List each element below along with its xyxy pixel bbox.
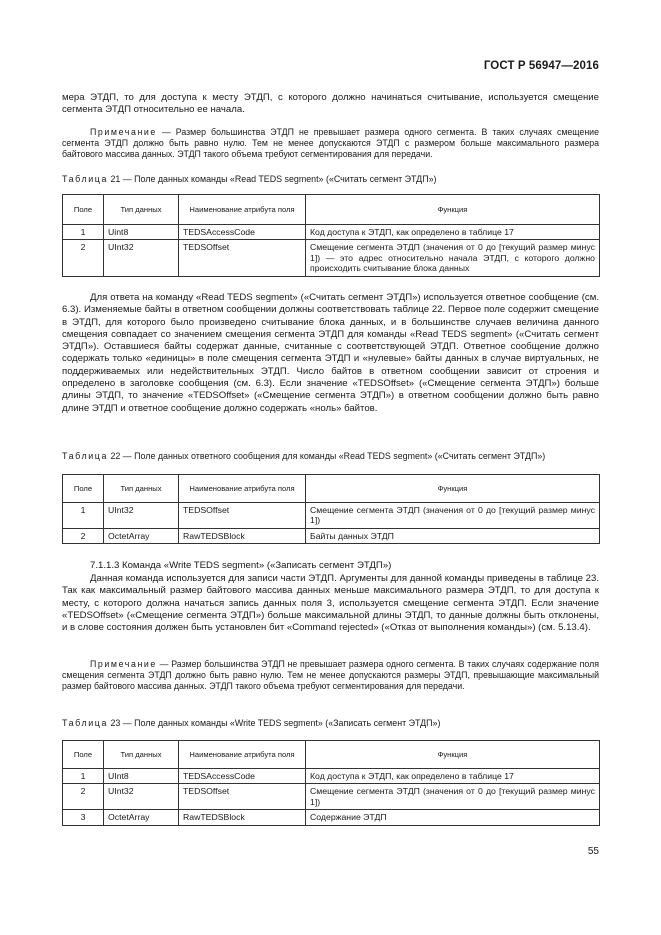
note-1-text: — Размер большинства ЭТДП не превышает размера одного сегмента. В таких случаях смещение сегмента ЭТДП должно быть равно нулю. Тем не менее допускаются ЭТДП с размером больше максимального размера байтового массива данных. ЭТДП такого объема требуют сегментирования для передачи. (62, 127, 599, 160)
table-22-label: Таблица (62, 451, 108, 461)
table-23-caption (62, 718, 599, 729)
table-23-header-field: Поле (63, 741, 104, 769)
table-21-block (62, 194, 599, 277)
table-cell: UInt8 (104, 769, 179, 784)
table-21-caption-block (62, 174, 599, 185)
table-row (63, 769, 600, 784)
table-cell: 3 (63, 810, 104, 825)
table-21-header-field: Поле (63, 195, 104, 225)
table-cell: 2 (63, 240, 104, 276)
table-22-caption-block (62, 451, 599, 462)
table-21-caption-text: 21 — Поле данных команды «Read TEDS segment» («Считать сегмент ЭТДП») (108, 174, 437, 184)
page-number: 55 (587, 846, 599, 857)
table-cell: 1 (63, 225, 104, 240)
table-21-header-type: Тип данных (104, 195, 179, 225)
table-cell: 1 (63, 503, 104, 529)
table-22-caption-text: 22 — Поле данных ответного сообщения для команды «Read TEDS segment» («Считать сегмент ЭТДП») (108, 451, 546, 461)
note-2 (62, 659, 599, 693)
table-23-label: Таблица (62, 718, 108, 728)
table-cell: Код доступа к ЭТДП, как определено в таблице 17 (306, 225, 600, 240)
table-cell: Содержание ЭТДП (306, 810, 600, 825)
table-21 (62, 194, 600, 277)
table-22-header-type: Тип данных (104, 475, 179, 503)
table-22-header-row (63, 475, 600, 503)
table-23-caption-block (62, 718, 599, 729)
table-23-header-type: Тип данных (104, 741, 179, 769)
table-23-caption-text: 23 — Поле данных команды «Write TEDS segment» («Записать сегмент ЭТДП») (108, 718, 441, 728)
table-cell: 2 (63, 784, 104, 810)
table-cell: TEDSAccessCode (179, 769, 306, 784)
table-21-label: Таблица (62, 174, 108, 184)
section-heading-block (62, 560, 599, 572)
table-cell: TEDSOffset (179, 503, 306, 529)
table-cell: OctetArray (104, 528, 179, 543)
table-22 (62, 474, 600, 544)
table-cell: RawTEDSBlock (179, 810, 306, 825)
note-1-label: Примечание (90, 127, 157, 137)
table-cell: 2 (63, 528, 104, 543)
table-23-block (62, 740, 599, 826)
note-2-block (62, 659, 599, 693)
table-cell: OctetArray (104, 810, 179, 825)
table-23-header-attr: Наименование атрибута поля (179, 741, 306, 769)
table-21-header-attr: Наименование атрибута поля (179, 195, 306, 225)
table-23 (62, 740, 600, 826)
note-1-block (62, 127, 599, 161)
table-cell: 1 (63, 769, 104, 784)
table-cell: Смещение сегмента ЭТДП (значения от 0 до [текущий размер минус 1]) — это адрес относительно начала ЭТДП, с которого должно происходить считывание блока данных (306, 240, 600, 276)
paragraph-2-block (62, 292, 599, 415)
table-cell: Смещение сегмента ЭТДП (значения от 0 до [текущий размер минус 1]) (306, 503, 600, 529)
note-2-text: — Размер большинства ЭТДП не превышает размера одного сегмента. В таких случаях содержание поля смещения сегмента ЭТДП должно быть равно нулю. Тем не менее допускаются размеры ЭТДП, превышающие максимальный размер байтового массива данных. ЭТДП такого объема требуют сегментирования для передачи. (62, 659, 599, 692)
table-row (63, 225, 600, 240)
table-22-header-attr: Наименование атрибута поля (179, 475, 306, 503)
table-row (63, 240, 600, 276)
table-cell: UInt32 (104, 784, 179, 810)
table-cell: TEDSOffset (179, 784, 306, 810)
table-cell: Байты данных ЭТДП (306, 528, 600, 543)
table-23-header-row (63, 741, 600, 769)
table-22-header-function: Функция (306, 475, 600, 503)
table-cell: Смещение сегмента ЭТДП (значения от 0 до [текущий размер минус 1]) (306, 784, 600, 810)
table-22-block (62, 474, 599, 544)
table-cell: Код доступа к ЭТДП, как определено в таблице 17 (306, 769, 600, 784)
section-heading: 7.1.1.3 Команда «Write TEDS segment» («Записать сегмент ЭТДП») (90, 560, 392, 571)
table-row (63, 528, 600, 543)
table-21-header-row (63, 195, 600, 225)
table-cell: UInt32 (104, 503, 179, 529)
table-22-header-field: Поле (63, 475, 104, 503)
table-row (63, 503, 600, 529)
table-cell: RawTEDSBlock (179, 528, 306, 543)
paragraph-1-block (62, 92, 599, 117)
document-id: ГОСТ Р 56947—2016 (483, 60, 599, 72)
table-cell: TEDSAccessCode (179, 225, 306, 240)
table-21-header-function: Функция (306, 195, 600, 225)
table-row (63, 810, 600, 825)
note-2-label: Примечание (90, 659, 157, 669)
table-cell: TEDSOffset (179, 240, 306, 276)
table-cell: Uint8 (104, 225, 179, 240)
table-row (63, 784, 600, 810)
paragraph-3-block (62, 573, 599, 634)
table-cell: UInt32 (104, 240, 179, 276)
paragraph-2: Для ответа на команду «Read TEDS segment» («Считать сегмент ЭТДП») используется ответное сообщение (см. 6.3). Изменяемые байты в ответном сообщении должны соответствовать таблице 22. Первое поле содержит смещение в ЭТДП, для которого было произведено считывание блока данных, и в большинстве случаев величина данного смещения совпадает со значением смещения сегмента ЭТДП для команды «Read TEDS segment» («Считать сегмент ЭТДП»). Оставшиеся байты содержат данные, считанные с соответствующей ЭТДП. Ответное сообщение должно содержать только «единицы» в поле смещения сегмента ЭТДП и «нулевые» байты данных в случае виртуальных, не поддерживаемых или недействительных ЭТДП. Число байтов в ответном сообщении зависит от строения и определено в заголовке сообщения (см. 6.3). Если значение «TEDSOffset» («Смещение сегмента ЭТДП») больше длины ЭТДП, то значение «TEDSOffset» («Смещение сегмента ЭТДП») в ответном сообщении должно быть равно длине ЭТДП и ответное сообщение должно содержать «ноль» байтов. (62, 292, 599, 414)
paragraph-3: Данная команда используется для записи части ЭТДП. Аргументы для данной команды приведены в таблице 23. Так как максимальный размер байтового массива данных меньше максимального размера ЭТДП, то для доступа к месту, с которого должна начаться запись данных поля 3, используется смещение сегмента ЭТДП. Если значение «TEDSOffset» («Смещение сегмента ЭТДП») больше максимальной длины ЭТДП, то данные должны быть отклонены, и в слове состояния должен быть установлен бит «Command rejected» («Отказ от выполнения команды») (см. 5.13.4). (62, 573, 599, 634)
table-21-caption (62, 174, 599, 185)
note-1 (62, 127, 599, 161)
table-22-caption (62, 451, 599, 462)
table-23-header-function: Функция (306, 741, 600, 769)
paragraph-1: мера ЭТДП, то для доступа к месту ЭТДП, с которого должно начинаться считывание, используется смещение сегмента ЭТДП относительно ее начала. (62, 92, 599, 116)
